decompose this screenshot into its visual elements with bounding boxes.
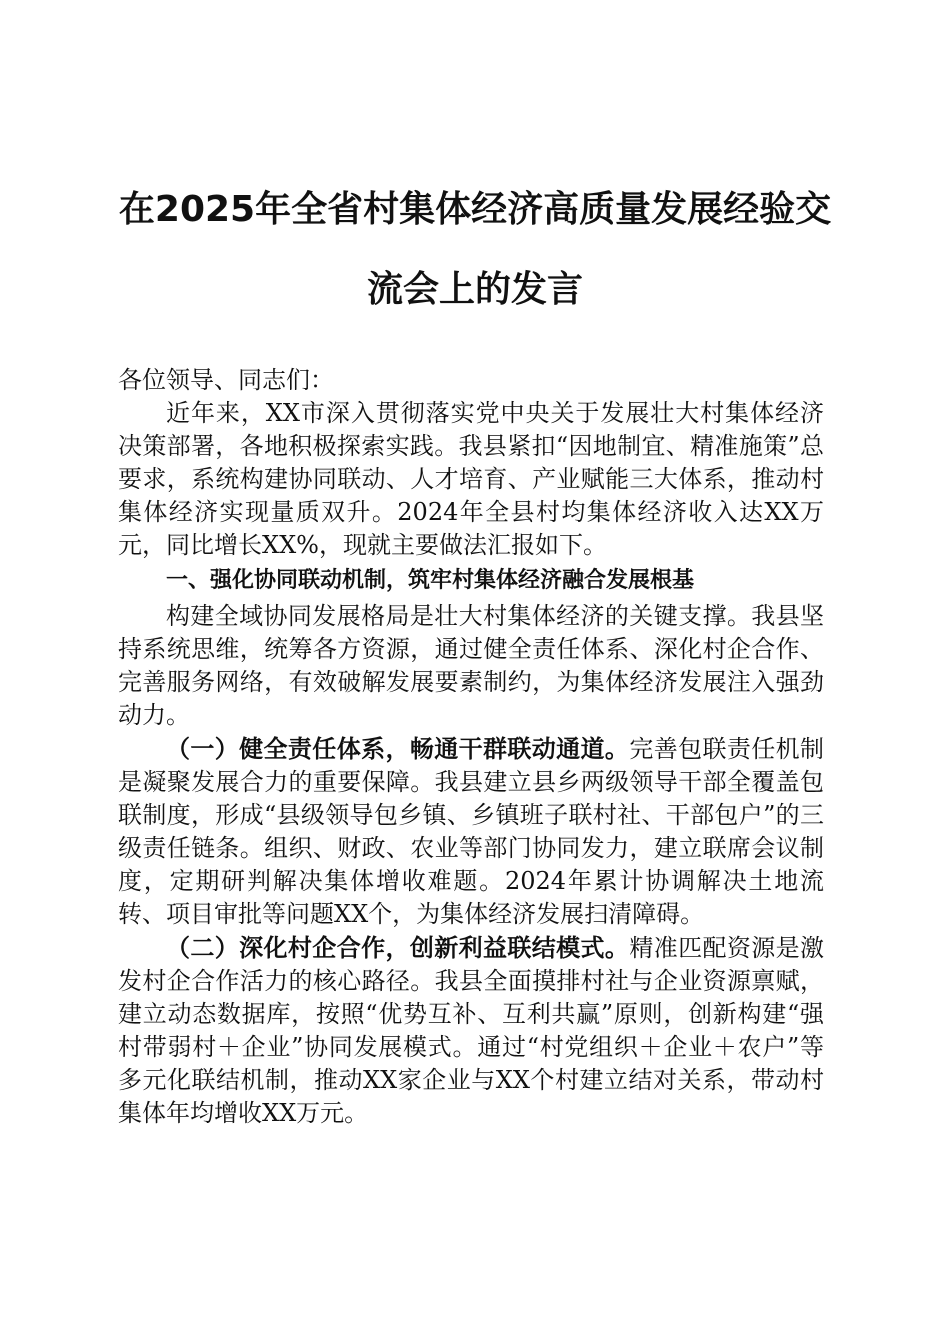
title-line-1: 在2025年全省村集体经济高质量发展经验交 [118, 189, 832, 230]
subsection-2-body: 精准匹配资源是激发村企合作活力的核心路径。我县全面摸排村社与企业资源禀赋，建立动态数据库，按照“优势互补、互利共赢”原则，创新构建“强村带弱村＋企业”协同发展模式。通过“村党组织＋企业＋农户”等多元化联结机制，推动XX家企业与XX个村建立结对关系，带动村集体年均增收XX万元。 [118, 934, 825, 1127]
document-body [118, 364, 824, 1130]
greeting: 各位领导、同志们： [118, 366, 334, 394]
subsection-2-heading: （二）深化村企合作，创新利益联结模式。 [166, 933, 630, 962]
subsection-1-heading: （一）健全责任体系，畅通干群联动通道。 [166, 734, 630, 763]
intro-paragraph: 近年来，XX市深入贯彻落实党中央关于发展壮大村集体经济决策部署，各地积极探索实践。我县紧扣“因地制宜、精准施策”总要求，系统构建协同联动、人才培育、产业赋能三大体系，推动村集体经济实现量质双升。2024年全县村均集体经济收入达XX万元，同比增长XX%，现就主要做法汇报如下。 [118, 399, 824, 559]
section-1-heading: 一、强化协同联动机制，筑牢村集体经济融合发展根基 [166, 568, 695, 593]
document-title [118, 170, 832, 330]
title-line-2: 流会上的发言 [366, 269, 583, 310]
subsection-2-paragraph [118, 931, 824, 1130]
subsection-1-paragraph [118, 732, 824, 931]
section-1-paragraph: 构建全域协同发展格局是壮大村集体经济的关键支撑。我县坚持系统思维，统筹各方资源，通过健全责任体系、深化村企合作、完善服务网络，有效破解发展要素制约，为集体经济发展注入强劲动力。 [118, 602, 824, 729]
subsection-1-body: 完善包联责任机制是凝聚发展合力的重要保障。我县建立县乡两级领导干部全覆盖包联制度，形成“县级领导包乡镇、乡镇班子联村社、干部包户”的三级责任链条。组织、财政、农业等部门协同发力，建立联席会议制度，定期研判解决集体增收难题。2024年累计协调解决土地流转、项目审批等问题XX个，为集体经济发展扫清障碍。 [118, 735, 825, 928]
